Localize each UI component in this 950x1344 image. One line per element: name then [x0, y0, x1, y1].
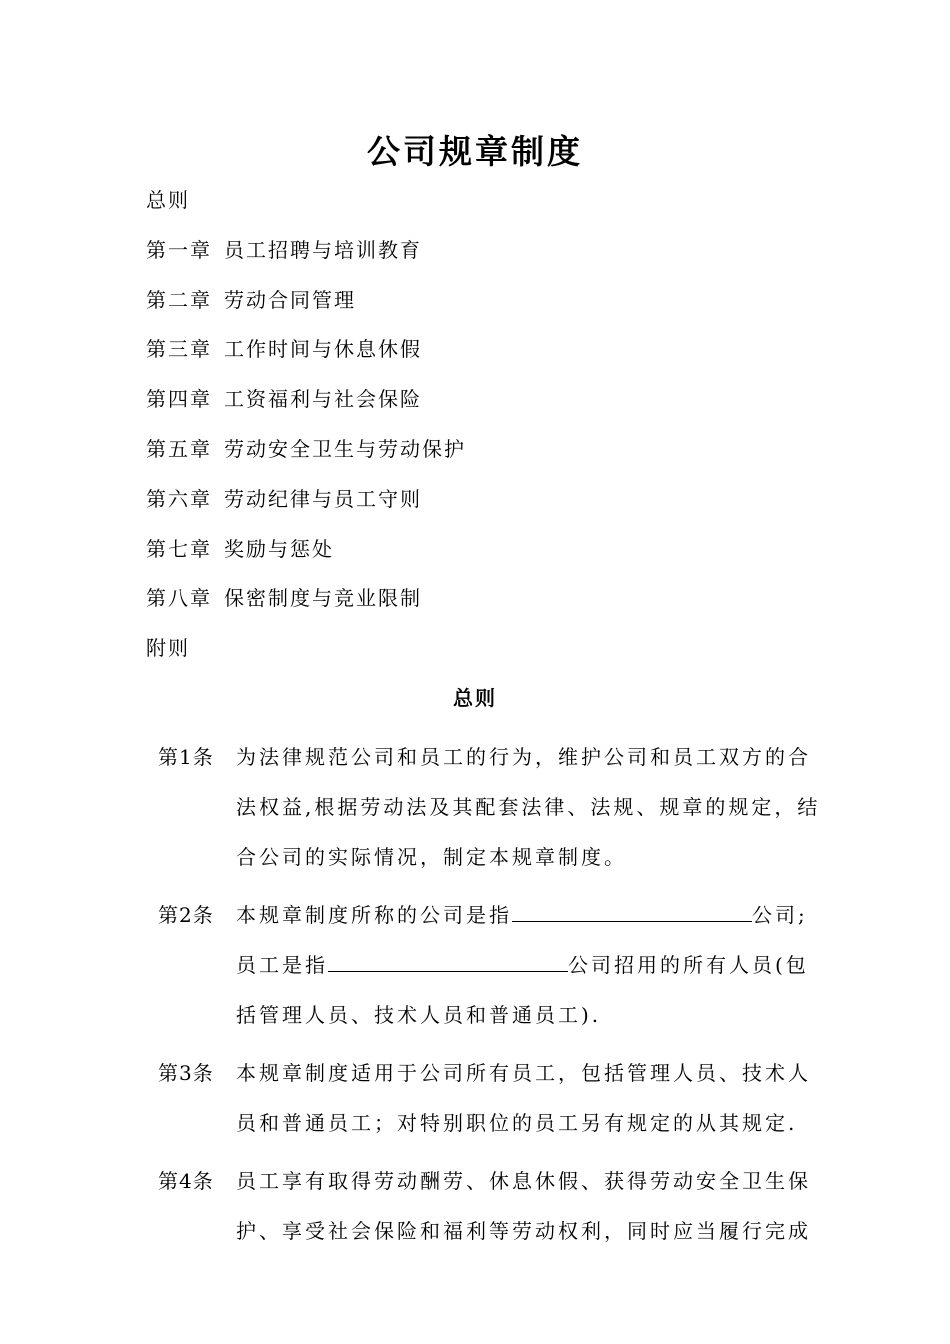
article-number: 第4条	[158, 1169, 214, 1193]
article-text: 公司;	[752, 903, 808, 927]
article-text-line: 护、享受社会保险和福利等劳动权利，同时应当履行完成	[236, 1219, 811, 1243]
article-3	[158, 1048, 818, 1148]
toc-chapter-number: 第二章	[146, 287, 212, 312]
toc-chapter-title: 劳动安全卫生与劳动保护	[224, 436, 466, 461]
articles-list	[158, 732, 821, 1264]
toc-item-general	[146, 184, 466, 234]
article-body	[236, 1156, 811, 1256]
toc-chapter-number: 第八章	[146, 586, 212, 611]
article-text-line	[236, 890, 808, 940]
toc-chapter-number: 第一章	[146, 237, 212, 262]
article-text: 括管理人员、技术人员和普通员工).	[236, 1003, 602, 1027]
toc-chapter-title: 员工招聘与培训教育	[224, 237, 422, 262]
article-text-line: 本规章制度适用于公司所有员工，包括管理人员、技术人	[236, 1061, 811, 1085]
toc-item-label: 附则	[146, 636, 190, 661]
toc-chapter-title: 工资福利与社会保险	[224, 387, 422, 412]
article-text: 公司招用的所有人员(包	[568, 953, 809, 977]
article-body	[236, 732, 821, 882]
article-text: 本规章制度所称的公司是指	[236, 903, 512, 927]
article-text-line: 员工享有取得劳动酬劳、休息休假、获得劳动安全卫生保	[236, 1169, 811, 1193]
article-text-line	[236, 940, 808, 990]
article-number: 第2条	[158, 903, 214, 927]
toc-item-chapter-8	[146, 582, 466, 632]
toc-item-chapter-6	[146, 483, 466, 533]
section-heading: 总则	[453, 686, 497, 710]
toc-item-chapter-7	[146, 533, 466, 583]
article-text-line: 员和普通员工；对特别职位的员工另有规定的从其规定.	[236, 1111, 798, 1135]
fill-in-blank-company-name	[512, 899, 752, 922]
toc-item-chapter-3	[146, 333, 466, 383]
toc-chapter-number: 第五章	[146, 436, 212, 461]
toc-item-appendix	[146, 632, 466, 682]
article-text: 员工是指	[236, 953, 328, 977]
article-text-line: 为法律规范公司和员工的行为，维护公司和员工双方的合	[236, 745, 811, 769]
article-2	[158, 890, 818, 1040]
table-of-contents	[146, 184, 466, 682]
document-title: 公司规章制度	[367, 132, 583, 171]
toc-item-chapter-1	[146, 234, 466, 284]
fill-in-blank-company-name	[328, 949, 568, 972]
toc-chapter-title: 劳动纪律与员工守则	[224, 486, 422, 511]
toc-chapter-number: 第七章	[146, 536, 212, 561]
toc-item-chapter-4	[146, 383, 466, 433]
toc-item-label: 总则	[146, 188, 190, 212]
toc-item-chapter-2	[146, 284, 466, 334]
toc-chapter-title: 劳动合同管理	[224, 287, 356, 312]
article-text-line: 法权益,根据劳动法及其配套法律、法规、规章的规定，结	[236, 795, 821, 819]
article-1	[158, 732, 821, 882]
toc-item-chapter-5	[146, 433, 466, 483]
article-text-line: 合公司的实际情况，制定本规章制度。	[236, 845, 627, 869]
article-body	[236, 1048, 811, 1148]
toc-chapter-number: 第六章	[146, 486, 212, 511]
article-text-line	[236, 990, 808, 1040]
toc-chapter-number: 第四章	[146, 387, 212, 412]
toc-chapter-title: 奖励与惩处	[224, 536, 334, 561]
article-number: 第1条	[158, 745, 214, 769]
article-body	[236, 890, 808, 1040]
toc-chapter-title: 保密制度与竞业限制	[224, 586, 422, 611]
toc-chapter-title: 工作时间与休息休假	[224, 337, 422, 362]
article-4	[158, 1156, 818, 1256]
article-number: 第3条	[158, 1061, 214, 1085]
toc-chapter-number: 第三章	[146, 337, 212, 362]
